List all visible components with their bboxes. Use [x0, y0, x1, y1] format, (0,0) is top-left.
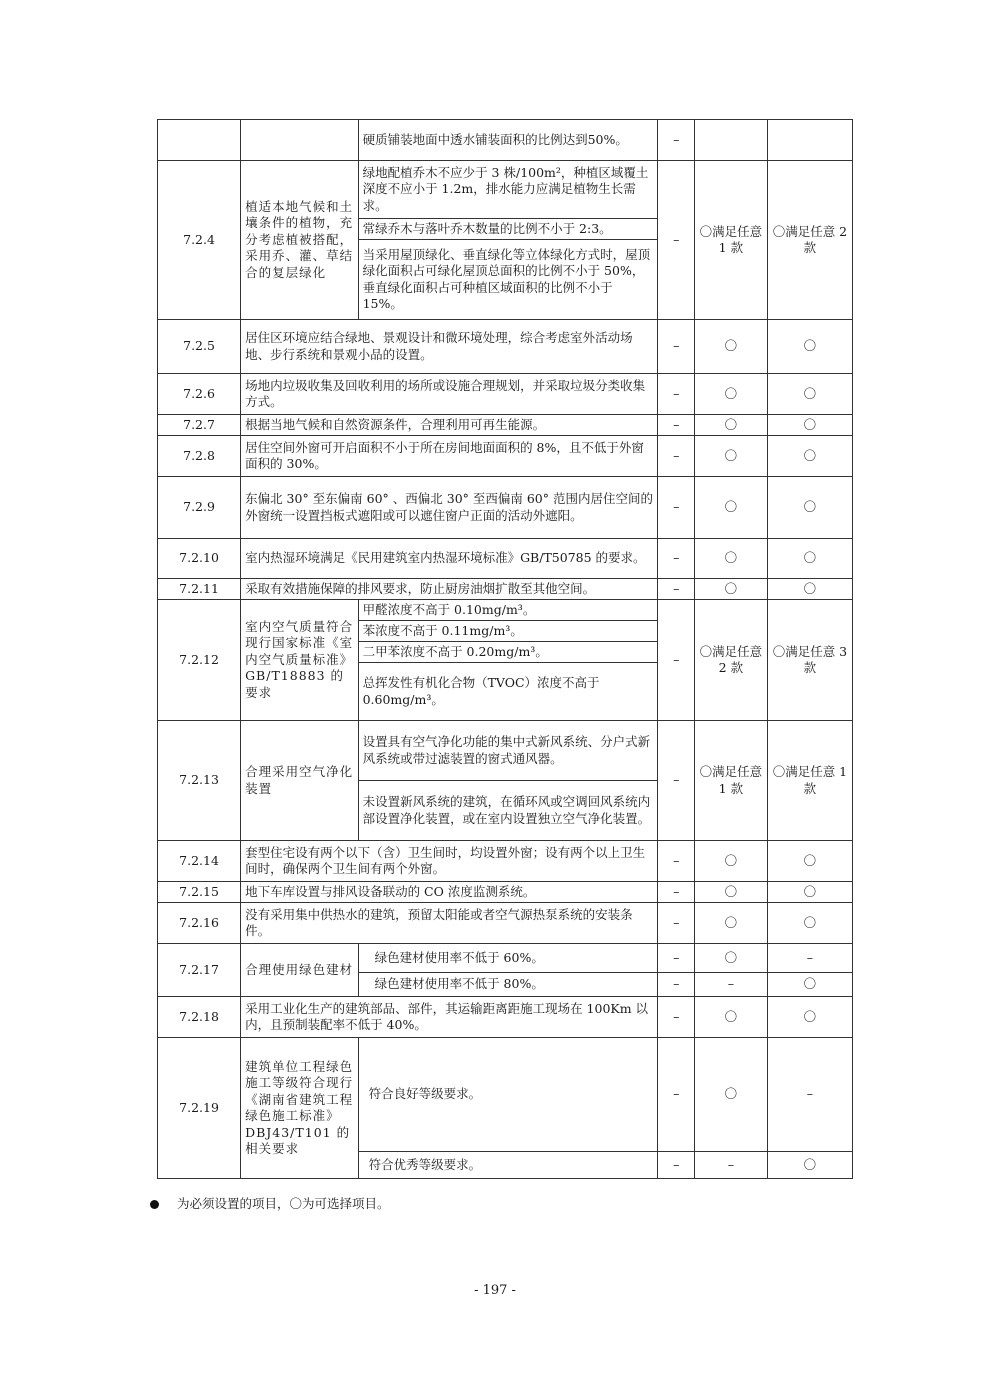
level-3-mark: 〇满足任意 1 款 [767, 721, 852, 841]
requirement-text: 根据当地气候和自然资源条件，合理利用可再生能源。 [241, 415, 658, 436]
clause-number: 7.2.12 [158, 600, 241, 721]
clause-number: 7.2.17 [158, 944, 241, 997]
level-2-mark: 〇 [694, 944, 767, 973]
level-1-mark: – [658, 841, 694, 882]
table-row [158, 477, 853, 539]
clause-number: 7.2.4 [158, 161, 241, 320]
level-3-mark: 〇 [767, 539, 852, 579]
level-3-mark: 〇 [767, 579, 852, 600]
level-2-mark: – [694, 973, 767, 997]
requirement-text: 未设置新风系统的建筑，在循环风或空调回风系统内部设置净化装置，或在室内设置独立空气净化装置。 [358, 781, 658, 841]
level-3-mark: 〇 [767, 477, 852, 539]
level-1-mark: – [658, 1152, 694, 1179]
level-3-mark: 〇 [767, 903, 852, 944]
table-row [158, 436, 853, 477]
level-3-mark: 〇 [767, 1152, 852, 1179]
level-1-mark: – [658, 973, 694, 997]
table-row [158, 539, 853, 579]
level-2-mark: 〇 [694, 997, 767, 1038]
level-1-mark: – [658, 882, 694, 903]
criterion-text: 合理采用空气净化装置 [241, 721, 359, 841]
requirement-text: 二甲苯浓度不高于 0.20mg/m³。 [358, 642, 658, 663]
level-1-mark: – [658, 903, 694, 944]
requirement-text: 甲醛浓度不高于 0.10mg/m³。 [358, 600, 658, 621]
level-1-mark: – [658, 415, 694, 436]
level-2-mark: 〇满足任意 2 款 [694, 600, 767, 721]
level-3-mark: 〇 [767, 415, 852, 436]
table-row [158, 320, 853, 374]
clause-number: 7.2.15 [158, 882, 241, 903]
level-3-mark: – [767, 944, 852, 973]
level-1-mark: – [658, 161, 694, 320]
requirement-text: 符合良好等级要求。 [358, 1038, 658, 1152]
clause-number: 7.2.10 [158, 539, 241, 579]
level-2-mark: 〇 [694, 415, 767, 436]
level-1-mark: – [658, 539, 694, 579]
level-3-mark: 〇满足任意 2 款 [767, 161, 852, 320]
level-1-mark: – [658, 721, 694, 841]
requirement-text: 常绿乔木与落叶乔木数量的比例不小于 2:3。 [358, 219, 658, 240]
clause-number: 7.2.8 [158, 436, 241, 477]
level-3-mark: 〇 [767, 997, 852, 1038]
criterion-text: 建筑单位工程绿色施工等级符合现行《湖南省建筑工程绿色施工标准》DBJ43/T101 的相关要求 [241, 1038, 359, 1179]
requirement-text: 绿色建材使用率不低于 60%。 [358, 944, 658, 973]
level-2-mark: 〇满足任意 1 款 [694, 161, 767, 320]
clause-number: 7.2.9 [158, 477, 241, 539]
clause-number: 7.2.14 [158, 841, 241, 882]
evaluation-table [157, 119, 853, 1179]
level-1-mark: – [658, 600, 694, 721]
requirement-text: 当采用屋顶绿化、垂直绿化等立体绿化方式时，屋顶绿化面积占可绿化屋顶总面积的比例不小于 50%，垂直绿化面积占可种植区域面积的比例不小于 15%。 [358, 240, 658, 320]
level-1-mark: – [658, 374, 694, 415]
requirement-text: 绿地配植乔木不应少于 3 株/100m²，种植区域覆土深度不应小于 1.2m，排水能力应满足植物生长需求。 [358, 161, 658, 219]
table-row [158, 415, 853, 436]
level-3-mark: 〇 [767, 374, 852, 415]
level-2-mark: 〇 [694, 579, 767, 600]
level-2-mark: 〇 [694, 841, 767, 882]
table-row [158, 903, 853, 944]
table-row [158, 579, 853, 600]
level-2-mark: 〇 [694, 374, 767, 415]
table-row [158, 721, 853, 781]
table-footnote [150, 1194, 390, 1212]
requirement-text: 符合优秀等级要求。 [358, 1152, 658, 1179]
clause-number: 7.2.6 [158, 374, 241, 415]
requirement-text: 苯浓度不高于 0.11mg/m³。 [358, 621, 658, 642]
table-row [158, 882, 853, 903]
requirement-text: 设置具有空气净化功能的集中式新风系统、分户式新风系统或带过滤装置的窗式通风器。 [358, 721, 658, 781]
requirement-text: 采用工业化生产的建筑部品、部件，其运输距离距施工现场在 100Km 以内，且预制装配率不低于 40%。 [241, 997, 658, 1038]
level-2-mark: 〇 [694, 1038, 767, 1152]
level-1-mark: – [658, 436, 694, 477]
criterion-text: 室内空气质量符合现行国家标准《室内空气质量标准》GB/T18883 的要求 [241, 600, 359, 721]
table-row [158, 120, 853, 161]
requirement-text: 绿色建材使用率不低于 80%。 [358, 973, 658, 997]
level-2-mark: 〇 [694, 882, 767, 903]
requirement-text: 没有采用集中供热水的建筑，预留太阳能或者空气源热泵系统的安装条件。 [241, 903, 658, 944]
table-row [158, 1038, 853, 1152]
level-3-mark: 〇 [767, 882, 852, 903]
level-3-mark: 〇 [767, 841, 852, 882]
requirement-text: 东偏北 30° 至东偏南 60° 、西偏北 30° 至西偏南 60° 范围内居住空间的外窗统一设置挡板式遮阳或可以遮住窗户正面的活动外遮阳。 [241, 477, 658, 539]
table-row [158, 944, 853, 973]
requirement-text: 硬质铺装地面中透水铺装面积的比例达到50%。 [358, 120, 658, 161]
level-2-mark: 〇 [694, 539, 767, 579]
requirement-text: 居住区环境应结合绿地、景观设计和微环境处理，综合考虑室外活动场地、步行系统和景观小品的设置。 [241, 320, 658, 374]
level-3-mark: – [767, 1038, 852, 1152]
level-3-mark: 〇 [767, 973, 852, 997]
requirement-text: 采取有效措施保障的排风要求，防止厨房油烟扩散至其他空间。 [241, 579, 658, 600]
level-3-mark: 〇满足任意 3 款 [767, 600, 852, 721]
requirement-text: 总挥发性有机化合物（TVOC）浓度不高于 0.60mg/m³。 [358, 663, 658, 721]
table-row [158, 997, 853, 1038]
clause-number: 7.2.18 [158, 997, 241, 1038]
level-2-mark: 〇 [694, 320, 767, 374]
level-1-mark: – [658, 320, 694, 374]
clause-number: 7.2.11 [158, 579, 241, 600]
clause-number: 7.2.5 [158, 320, 241, 374]
level-1-mark: – [658, 579, 694, 600]
table-row [158, 161, 853, 219]
clause-number: 7.2.16 [158, 903, 241, 944]
level-2-mark: 〇 [694, 436, 767, 477]
clause-number: 7.2.13 [158, 721, 241, 841]
level-2-mark: 〇 [694, 903, 767, 944]
filled-circle-icon [150, 1200, 159, 1209]
requirement-text: 室内热湿环境满足《民用建筑室内热湿环境标准》GB/T50785 的要求。 [241, 539, 658, 579]
table-row [158, 841, 853, 882]
requirement-text: 场地内垃圾收集及回收利用的场所或设施合理规划，并采取垃圾分类收集方式。 [241, 374, 658, 415]
level-1-mark: – [658, 997, 694, 1038]
criterion-text: 合理使用绿色建材 [241, 944, 359, 997]
requirement-text: 地下车库设置与排风设备联动的 CO 浓度监测系统。 [241, 882, 658, 903]
criterion-text: 植适本地气候和土壤条件的植物，充分考虑植被搭配，采用乔、灌、草结合的复层绿化 [241, 161, 359, 320]
level-1-mark: – [658, 944, 694, 973]
level-3-mark: 〇 [767, 320, 852, 374]
level-3-mark: 〇 [767, 436, 852, 477]
requirement-text: 居住空间外窗可开启面积不小于所在房间地面面积的 8%，且不低于外窗面积的 30%。 [241, 436, 658, 477]
footnote-text: 为必须设置的项目，〇为可选择项目。 [177, 1196, 390, 1211]
page-number: - 197 - [474, 1283, 516, 1298]
level-1-mark: – [658, 477, 694, 539]
level-1-mark: – [658, 1038, 694, 1152]
clause-number: 7.2.7 [158, 415, 241, 436]
level-2-mark: – [694, 1152, 767, 1179]
requirement-text: 套型住宅设有两个以下（含）卫生间时，均设置外窗；设有两个以上卫生间时，确保两个卫生间有两个外窗。 [241, 841, 658, 882]
level-1-mark: – [658, 120, 694, 161]
table-row [158, 600, 853, 621]
table-row [158, 374, 853, 415]
clause-number: 7.2.19 [158, 1038, 241, 1179]
level-2-mark: 〇满足任意 1 款 [694, 721, 767, 841]
level-2-mark: 〇 [694, 477, 767, 539]
